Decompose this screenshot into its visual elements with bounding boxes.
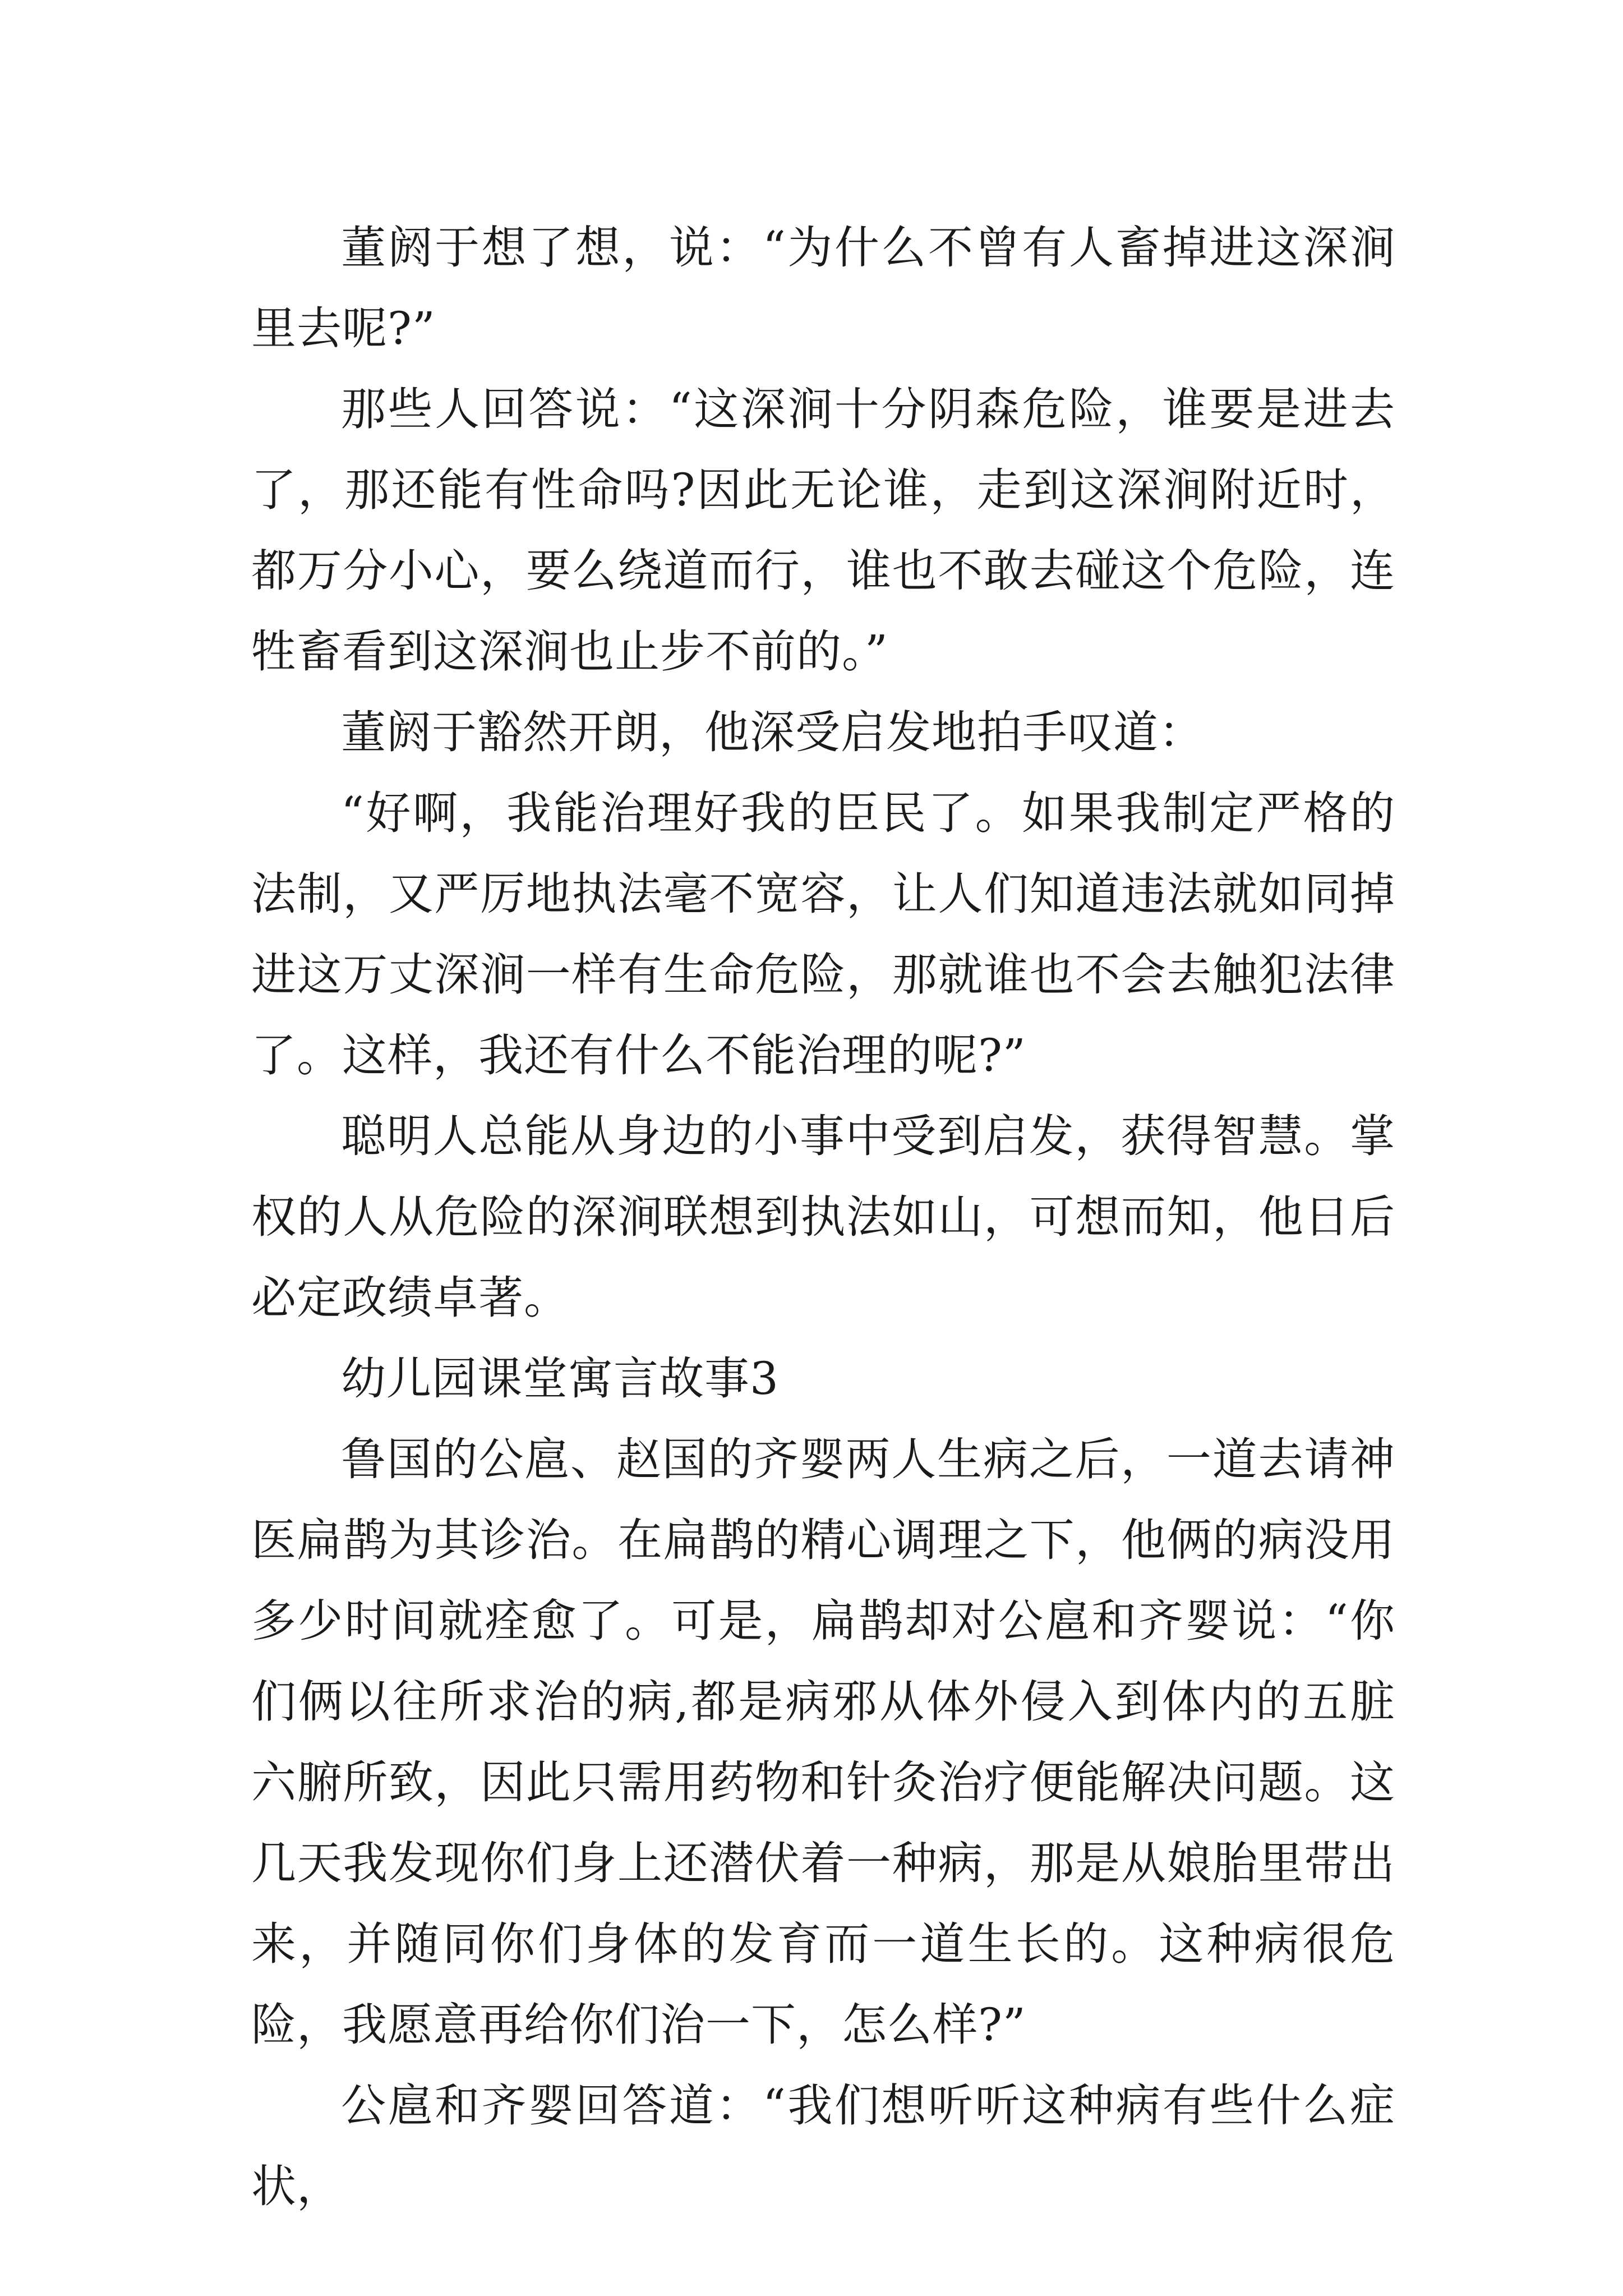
section-heading: 幼儿园课堂寓言故事3 — [341, 1352, 779, 1405]
paragraph: 公扈和齐婴回答道：“我们想听听这种病有些什么症状， — [251, 2079, 1395, 2212]
paragraph: 鲁国的公扈、赵国的齐婴两人生病之后，一道去请神医扁鹊为其诊治。在扁鹊的精心调理之下，他俩的病没用多少时间就痊愈了。可是，扁鹊却对公扈和齐婴说：“你们俩以往所求治的病,都是病邪从体外侵入到体内的五脏六腑所致，因此只需用药物和针灸治疗便能解决问题。这几天我发现你们身上还潜伏着一种病，那是从娘胎里带出来，并随同你们身体的发育而一道生长的。这种病很危险，我愿意再给你们治一下，怎么样?” — [251, 1433, 1395, 2051]
paragraph: 那些人回答说：“这深涧十分阴森危险，谁要是进去了，那还能有性命吗?因此无论谁，走到这深涧附近时，都万分小心，要么绕道而行，谁也不敢去碰这个危险，连牲畜看到这深涧也止步不前的。” — [251, 383, 1395, 678]
paragraph: 董阏于想了想，说：“为什么不曾有人畜掉进这深涧里去呢?” — [251, 222, 1395, 355]
document-body — [251, 208, 1395, 2227]
paragraph: 聪明人总能从身边的小事中受到启发，获得智慧。掌权的人从危险的深涧联想到执法如山，可想而知，他日后必定政绩卓著。 — [251, 1110, 1395, 1324]
paragraph: “好啊，我能治理好我的臣民了。如果我制定严格的法制，又严厉地执法毫不宽容，让人们知道违法就如同掉进这万丈深涧一样有生命危险，那就谁也不会去触犯法律了。这样，我还有什么不能治理的呢?” — [251, 787, 1395, 1082]
paragraph: 董阏于豁然开朗，他深受启发地拍手叹道： — [341, 706, 1204, 758]
